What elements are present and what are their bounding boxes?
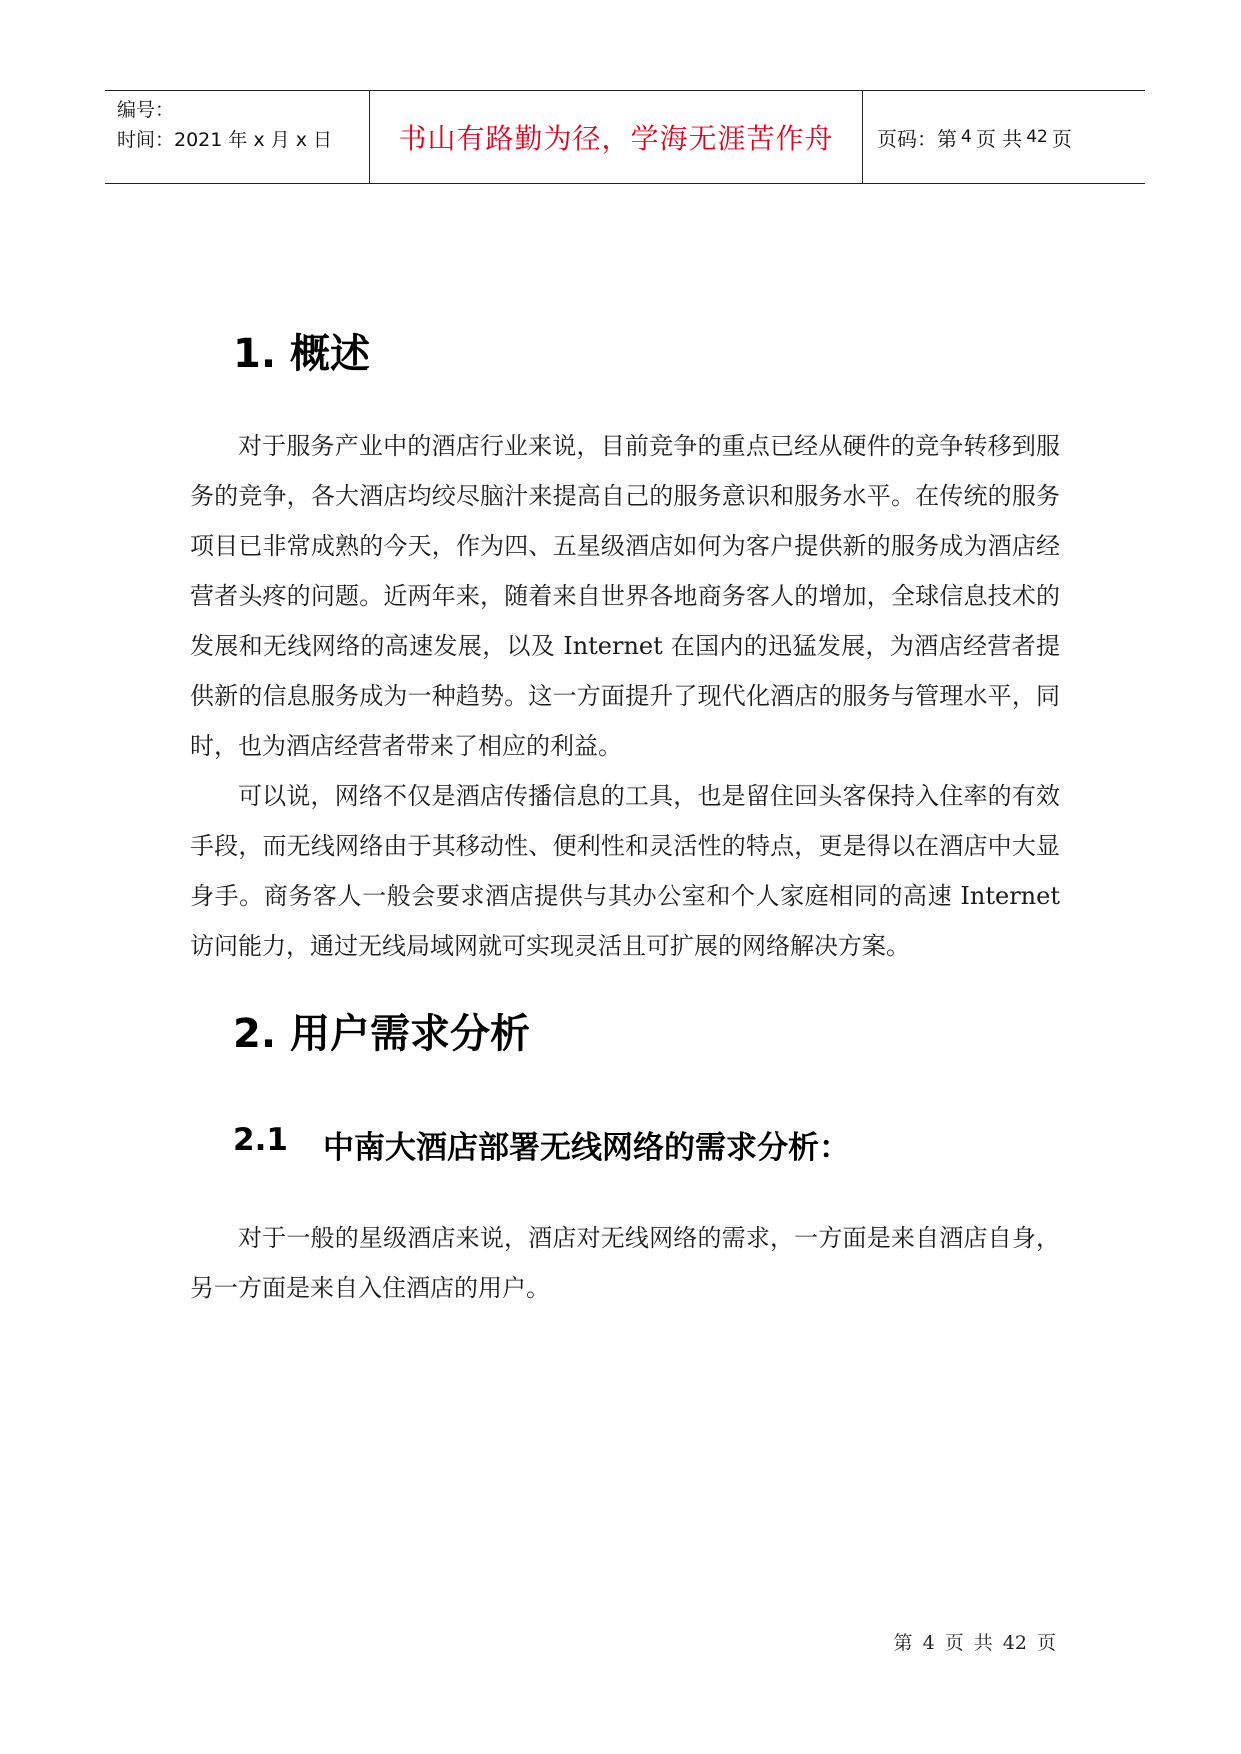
header-page-info — [863, 91, 1145, 183]
section-1-heading: 1. 概述 — [233, 331, 370, 377]
section-2-1-paragraph: 对于一般的星级酒店来说，酒店对无线网络的需求，一方面是来自酒店自身，另一方面是来自入住酒店的用户。 — [190, 1224, 1060, 1302]
section-1-paragraph-1: 对于服务产业中的酒店行业来说，目前竞争的重点已经从硬件的竞争转移到服务的竞争，各大酒店均绞尽脑汁来提高自己的服务意识和服务水平。在传统的服务项目已非常成熟的今天，作为四、五星级酒店如何为客户提供新的服务成为酒店经营者头疼的问题。近两年来，随着来自世界各地商务客人的增加，全球信息技术的发展和无线网络的高速发展，以及 Internet 在国内的迅猛发展，为酒店经营者提供新的信息服务成为一种趋势。这一方面提升了现代化酒店的服务与管理水平，同时，也为酒店经营者带来了相应的利益。 — [190, 432, 1060, 760]
header-motto: 书山有路勤为径，学海无涯苦作舟 — [370, 91, 863, 183]
page-suffix: 页 — [1051, 126, 1072, 151]
section-1-paragraph-2: 可以说，网络不仅是酒店传播信息的工具，也是留住回头客保持入住率的有效手段，而无线网络由于其移动性、便利性和灵活性的特点，更是得以在酒店中大显身手。商务客人一般会要求酒店提供与其办公室和个人家庭相同的高速 Internet 访问能力，通过无线局域网就可实现灵活且可扩展的网络解决方案。 — [190, 782, 1060, 960]
section-2-1-number: 2.1 — [233, 1122, 288, 1158]
header-meta — [105, 91, 370, 183]
page-total: 42 — [1026, 127, 1048, 147]
section-2-heading: 2. 用户需求分析 — [233, 1011, 530, 1057]
document-number-label: 编号： — [117, 99, 175, 121]
page-header — [105, 90, 1145, 184]
section-2-1-title: 中南大酒店部署无线网络的需求分析： — [323, 1130, 850, 1166]
page-mid: 页 共 — [975, 126, 1023, 151]
page-prefix: 页码：第 — [877, 126, 957, 151]
document-time: 时间：2021 年 x 月 x 日 — [117, 129, 333, 151]
page-footer: 第 4 页 共 42 页 — [893, 1632, 1056, 1654]
page-current: 4 — [961, 127, 972, 147]
section-2-1-heading — [233, 1122, 850, 1167]
